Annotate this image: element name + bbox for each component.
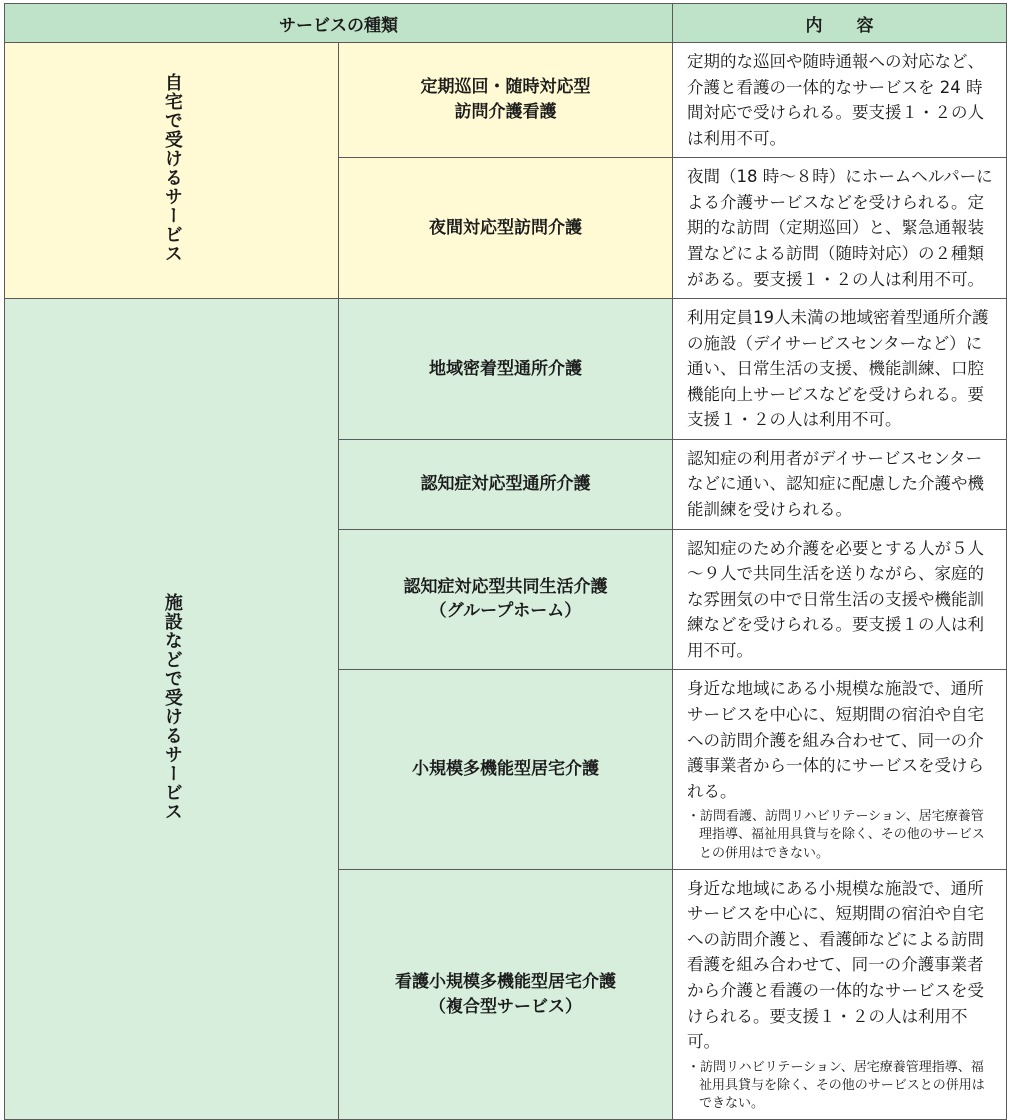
service-name-line: 夜間対応型訪問介護 (429, 217, 582, 238)
service-name-line: 認知症対応型共同生活介護 (403, 576, 608, 597)
service-name (339, 439, 673, 529)
service-name (339, 869, 673, 1120)
category-label: 施設などで受けるサービス (161, 592, 183, 821)
service-name-line: 看護小規模多機能型居宅介護 (395, 971, 616, 992)
header-row (5, 4, 1007, 43)
service-name-line: 定期巡回・随時対応型 (420, 77, 591, 98)
description-text: 身近な地域にある小規模な施設で、通所サービスを中心に、短期間の宿泊や自宅への訪問介護と、看護師などによる訪問看護を組み合わせて、同一の介護事業者から介護と看護の一体的なサービスを受けられる。要支援１・２の人は利用不可。 (687, 878, 984, 1052)
category-facility-services (5, 299, 339, 1120)
description-text: 認知症の利用者がデイサービスセンターなどに通い、認知症に配慮した介護や機能訓練を受けられる。 (687, 448, 984, 519)
description-text: 身近な地域にある小規模な施設で、通所サービスを中心に、短期間の宿泊や自宅への訪問介護を組み合わせて、同一の介護事業者から一体的にサービスを受けられる。 (687, 679, 984, 801)
service-name-line: 小規模多機能型居宅介護 (412, 759, 599, 780)
service-type-header: サービスの種類 (5, 4, 673, 43)
service-description (673, 158, 1007, 299)
service-description (673, 299, 1007, 440)
services-table (4, 3, 1007, 1120)
service-name-line: （グループホーム） (429, 601, 582, 622)
description-text: 定期的な巡回や随時通報への対応など、介護と看護の一体的なサービスを 24 時間対応で受けられる。要支援１・２の人は利用不可。 (687, 52, 984, 148)
category-label: 自宅で受けるサービス (161, 73, 183, 264)
table-row (5, 43, 1007, 158)
category-home-services (5, 43, 339, 299)
service-name-line: （複合型サービス） (429, 996, 582, 1017)
service-description (673, 670, 1007, 869)
table-row (5, 299, 1007, 440)
description-text: 認知症のため介護を必要とする人が５人～９人で共同生活を送りながら、家庭的な雰囲気の中で日常生活の支援や機能訓練などを受けられる。要支援１の人は利用不可。 (687, 538, 984, 660)
description-note: ・訪問リハビリテーション、居宅療養管理指導、福祉用具貸与を除く、その他のサービスとの併用はできない。 (687, 1059, 985, 1112)
description-note: ・訪問看護、訪問リハビリテーション、居宅療養管理指導、福祉用具貸与を除く、その他のサービスとの併用はできない。 (687, 809, 985, 861)
service-name (339, 299, 673, 440)
service-description (673, 439, 1007, 529)
description-text: 夜間（18 時～８時）にホームヘルパーによる介護サービスなどを受けられる。定期的な訪問（定期巡回）と、緊急通報装置などによる訪問（随時対応）の２種類がある。要支援１・２の人は利用不可。 (687, 167, 993, 289)
service-description (673, 869, 1007, 1120)
service-name (339, 670, 673, 869)
service-name-line: 認知症対応型通所介護 (420, 473, 591, 494)
service-name-line: 訪問介護看護 (454, 102, 557, 123)
description-text: 利用定員19人未満の地域密着型通所介護の施設（デイサービスセンターなど）に通い、日常生活の支援、機能訓練、口腔機能向上サービスなどを受けられる。要支援１・２の人は利用不可。 (687, 308, 989, 430)
service-description (673, 529, 1007, 670)
service-name (339, 529, 673, 670)
content-header: 内 容 (673, 4, 1007, 43)
service-name (339, 158, 673, 299)
service-name-line: 地域密着型通所介護 (429, 358, 582, 379)
service-description (673, 43, 1007, 158)
service-name (339, 43, 673, 158)
